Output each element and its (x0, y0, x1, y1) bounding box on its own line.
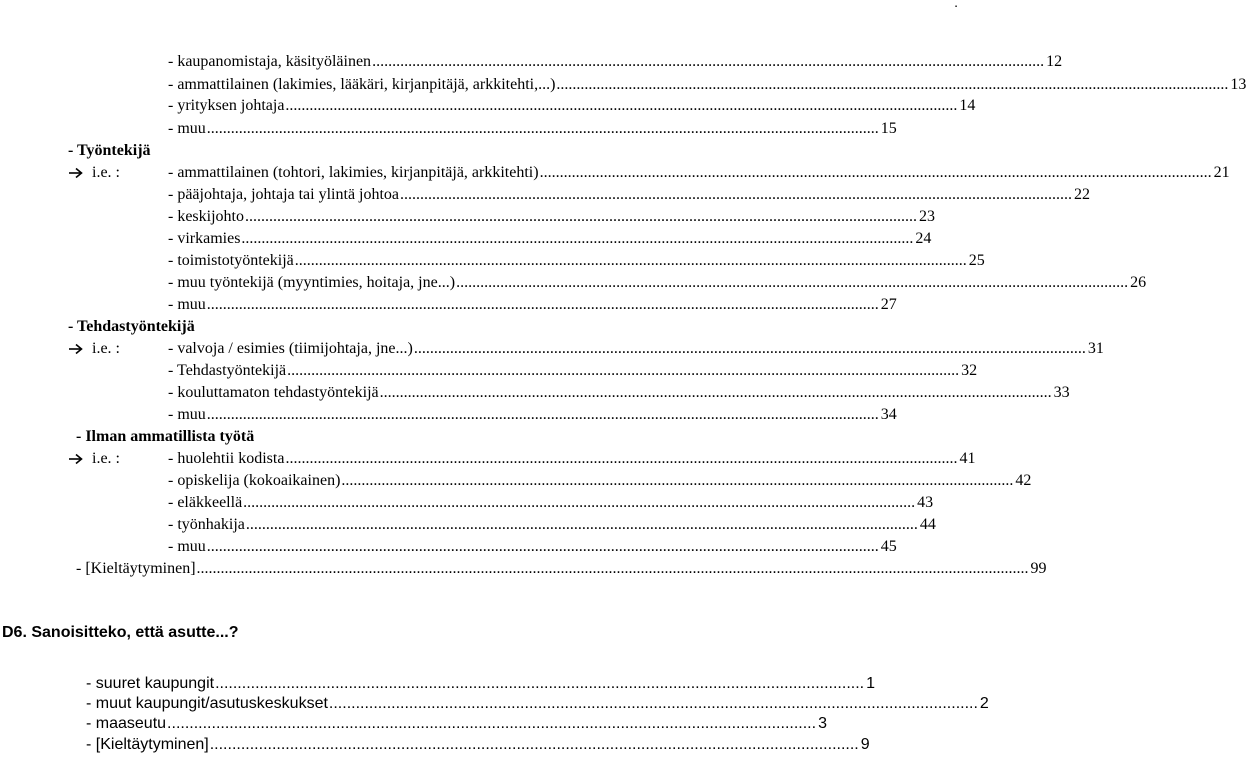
item-code: 23 (919, 208, 935, 225)
item-code: 26 (1130, 274, 1147, 291)
item-label: - opiskelija (kokoaikainen) (168, 472, 341, 489)
item-label: - kaupanomistaja, käsityöläinen (168, 53, 372, 70)
item-label: - muu (168, 120, 206, 137)
list-item: - työnhakija ........................................................................................................................................................................ 44 (168, 516, 936, 533)
list-item: - muu ........................................................................................................................................................................ 45 (168, 538, 897, 555)
item-label: - keskijohto (168, 208, 244, 225)
list-item: - ammattilainen (lakimies, lääkäri, kirjanpitäjä, arkkitehti,...) ........................................................................................................................................................................ 13 (168, 76, 1246, 93)
item-code: 41 (959, 450, 976, 467)
group-heading-tyontekija: - Työntekijä (68, 142, 151, 159)
item-label: - muut kaupungit/asutuskeskukset (86, 695, 328, 712)
item-code: 27 (880, 296, 897, 313)
item-label: - [Kieltäytyminen] (86, 736, 209, 753)
item-code: 44 (919, 516, 936, 533)
item-code: 14 (959, 97, 976, 114)
item-label: - muu (168, 296, 206, 313)
list-item: - huolehtii kodista ........................................................................................................................................................................ 41 (168, 450, 976, 467)
list-item: - muu ........................................................................................................................................................................ 27 (168, 296, 897, 313)
question-title-d6: D6. Sanoisitteko, että asutte...? (2, 624, 239, 641)
corner-mark: . (954, 0, 958, 10)
item-label: - pääjohtaja, johtaja tai ylintä johtoa (168, 186, 400, 203)
group-heading-tehdastyontekija: - Tehdastyöntekijä (68, 318, 195, 335)
item-code: 1 (866, 675, 875, 692)
item-label: - [Kieltäytyminen] (76, 560, 196, 577)
item-code: 33 (1053, 384, 1070, 401)
item-label: - kouluttamaton tehdastyöntekijä (168, 384, 379, 401)
group-heading-ilman-tyota: - Ilman ammatillista työtä (76, 428, 255, 445)
item-label: - toimistotyöntekijä (168, 252, 294, 269)
list-item: - suuret kaupungit .................................................................................................................................................. 1 (86, 675, 875, 692)
list-item: - yrityksen johtaja ........................................................................................................................................................................ 14 (168, 97, 976, 114)
item-label: - valvoja / esimies (tiimijohtaja, jne...) (168, 340, 413, 357)
ie-label: i.e. : (92, 450, 120, 467)
item-label: - ammattilainen (tohtori, lakimies, kirjanpitäjä, arkkitehti) (168, 164, 539, 181)
item-code: 15 (880, 120, 897, 137)
item-code: 43 (917, 494, 934, 511)
item-label: - suuret kaupungit (86, 675, 215, 692)
item-label: - eläkkeellä (168, 494, 243, 511)
list-item: - opiskelija (kokoaikainen) ........................................................................................................................................................................ 42 (168, 472, 1032, 489)
list-item: - muu työntekijä (myyntimies, hoitaja, jne...) ........................................................................................................................................................................ 26 (168, 274, 1147, 291)
item-label: - maaseutu (86, 715, 167, 732)
item-code: 21 (1213, 164, 1230, 181)
list-item: - muu ........................................................................................................................................................................ 34 (168, 406, 897, 423)
item-code: 99 (1030, 560, 1047, 577)
item-code: 9 (860, 736, 870, 753)
list-item: - Tehdastyöntekijä ........................................................................................................................................................................ 32 (168, 362, 978, 379)
item-code: 3 (818, 715, 827, 732)
list-item: - virkamies ........................................................................................................................................................................ 24 (168, 230, 932, 247)
list-item: - keskijohto ........................................................................................................................................................................ 23 (168, 208, 935, 225)
list-item: - kaupanomistaja, käsityöläinen ........................................................................................................................................................................ 12 (168, 53, 1063, 70)
list-item: - toimistotyöntekijä ........................................................................................................................................................................ 25 (168, 252, 985, 269)
item-label: - yrityksen johtaja (168, 97, 285, 114)
item-label: - työnhakija (168, 516, 245, 533)
list-item: - ammattilainen (tohtori, lakimies, kirjanpitäjä, arkkitehti) ........................................................................................................................................................................ 21 (168, 164, 1230, 181)
list-item: - valvoja / esimies (tiimijohtaja, jne...) ........................................................................................................................................................................ 31 (168, 340, 1104, 357)
ie-prefix (68, 163, 120, 183)
item-label: - huolehtii kodista (168, 450, 285, 467)
item-code: 13 (1230, 76, 1246, 93)
item-code: 25 (968, 252, 985, 269)
list-item: - muu ........................................................................................................................................................................ 15 (168, 120, 897, 137)
item-code: 12 (1046, 53, 1063, 70)
item-code: 34 (880, 406, 897, 423)
item-label: - muu työntekijä (myyntimies, hoitaja, jne...) (168, 274, 456, 291)
item-code: 31 (1087, 340, 1104, 357)
list-item: - kouluttamaton tehdastyöntekijä ........................................................................................................................................................................ 33 (168, 384, 1070, 401)
item-label: - ammattilainen (lakimies, lääkäri, kirjanpitäjä, arkkitehti,...) (168, 76, 556, 93)
list-item-refusal: - [Kieltäytyminen] ................................................................................................................................................................................................................ 99 (76, 560, 1047, 577)
item-code: 42 (1015, 472, 1032, 489)
list-item: - maaseutu .................................................................................................................................................. 3 (86, 715, 827, 732)
list-item: - pääjohtaja, johtaja tai ylintä johtoa ........................................................................................................................................................................ 22 (168, 186, 1091, 203)
item-code: 32 (961, 362, 978, 379)
item-code: 2 (979, 695, 989, 712)
item-code: 45 (880, 538, 897, 555)
list-item: - [Kieltäytyminen] .................................................................................................................................................. 9 (86, 736, 870, 753)
list-item: - muut kaupungit/asutuskeskukset .................................................................................................................................................. 2 (86, 695, 989, 712)
item-label: - virkamies (168, 230, 241, 247)
item-code: 24 (915, 230, 932, 247)
item-label: - Tehdastyöntekijä (168, 362, 287, 379)
arrow-right-icon (68, 343, 84, 355)
item-label: - muu (168, 406, 206, 423)
arrow-right-icon (68, 453, 84, 465)
arrow-right-icon (68, 167, 84, 179)
ie-prefix (68, 449, 120, 469)
ie-label: i.e. : (92, 164, 120, 181)
ie-label: i.e. : (92, 340, 120, 357)
item-code: 22 (1074, 186, 1091, 203)
ie-prefix (68, 339, 120, 359)
item-label: - muu (168, 538, 206, 555)
list-item: - eläkkeellä ........................................................................................................................................................................ 43 (168, 494, 934, 511)
